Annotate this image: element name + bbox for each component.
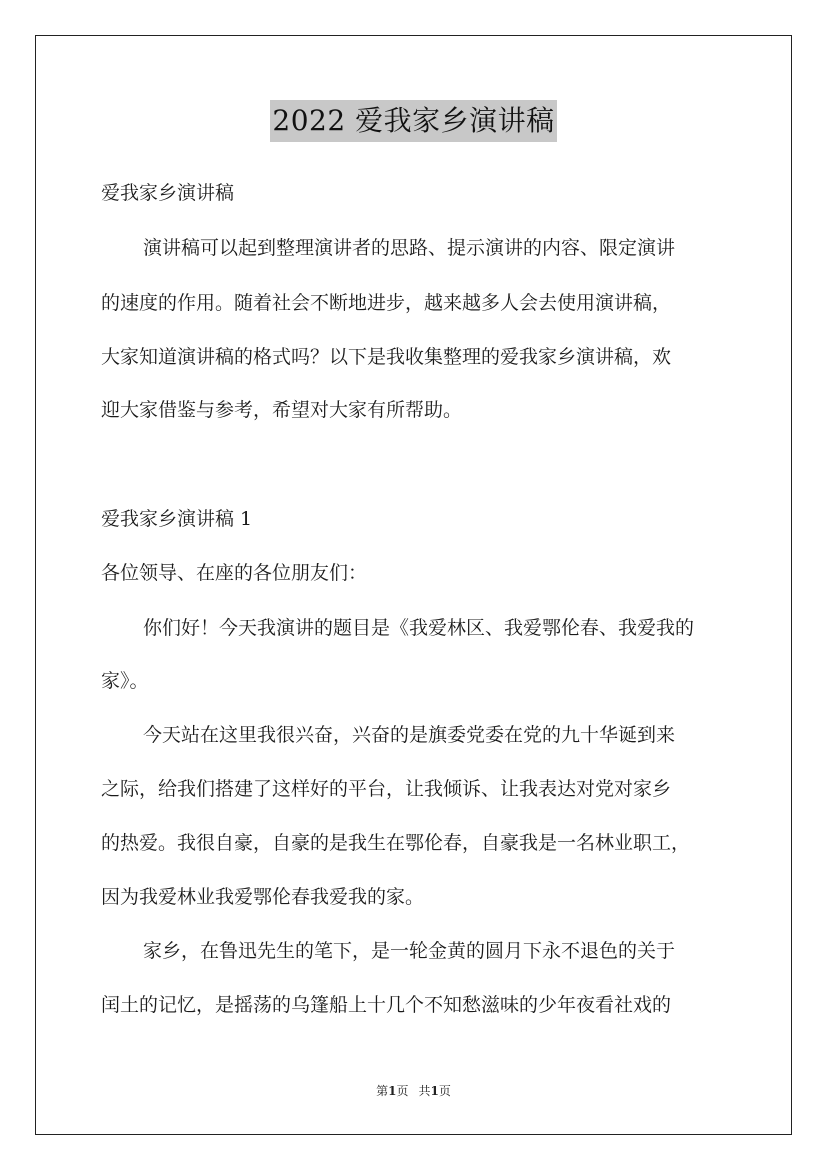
body-line-8: 闰土的记忆，是摇荡的乌篷船上十几个不知愁滋味的少年夜看社戏的 — [101, 994, 672, 1016]
body-line-7: 家乡，在鲁迅先生的笔下，是一轮金黄的圆月下永不退色的关于 — [143, 940, 676, 962]
title-container — [0, 100, 827, 142]
document-title: 2022 爱我家乡演讲稿 — [270, 100, 556, 142]
intro-line-3: 大家知道演讲稿的格式吗？以下是我收集整理的爱我家乡演讲稿，欢 — [101, 346, 672, 368]
body-line-3: 今天站在这里我很兴奋，兴奋的是旗委党委在党的九十华诞到来 — [143, 724, 676, 746]
document-subtitle: 爱我家乡演讲稿 — [101, 182, 235, 204]
page-label-suffix: 页 — [396, 1084, 409, 1098]
page-total: 1 — [430, 1084, 439, 1098]
total-label-suffix: 页 — [438, 1084, 451, 1098]
body-line-4: 之际，给我们搭建了这样好的平台，让我倾诉、让我表达对党对家乡 — [101, 778, 672, 800]
total-label-prefix: 共 — [418, 1084, 431, 1098]
intro-line-1: 演讲稿可以起到整理演讲者的思路、提示演讲的内容、限定演讲 — [143, 237, 676, 259]
page-footer — [0, 1083, 827, 1099]
page-label-prefix: 第 — [376, 1084, 389, 1098]
body-line-2: 家》。 — [101, 670, 149, 692]
salutation: 各位领导、在座的各位朋友们： — [101, 562, 368, 584]
body-line-5: 的热爱。我很自豪，自豪的是我生在鄂伦春，自豪我是一名林业职工， — [101, 832, 691, 854]
body-line-6: 因为我爱林业我爱鄂伦春我爱我的家。 — [101, 886, 425, 908]
intro-line-4: 迎大家借鉴与参考，希望对大家有所帮助。 — [101, 399, 463, 421]
body-line-1: 你们好！今天我演讲的题目是《我爱林区、我爱鄂伦春、我爱我的 — [143, 617, 695, 639]
section-heading: 爱我家乡演讲稿 1 — [101, 508, 253, 530]
page-current: 1 — [388, 1084, 397, 1098]
intro-line-2: 的速度的作用。随着社会不断地进步，越来越多人会去使用演讲稿， — [101, 292, 672, 314]
